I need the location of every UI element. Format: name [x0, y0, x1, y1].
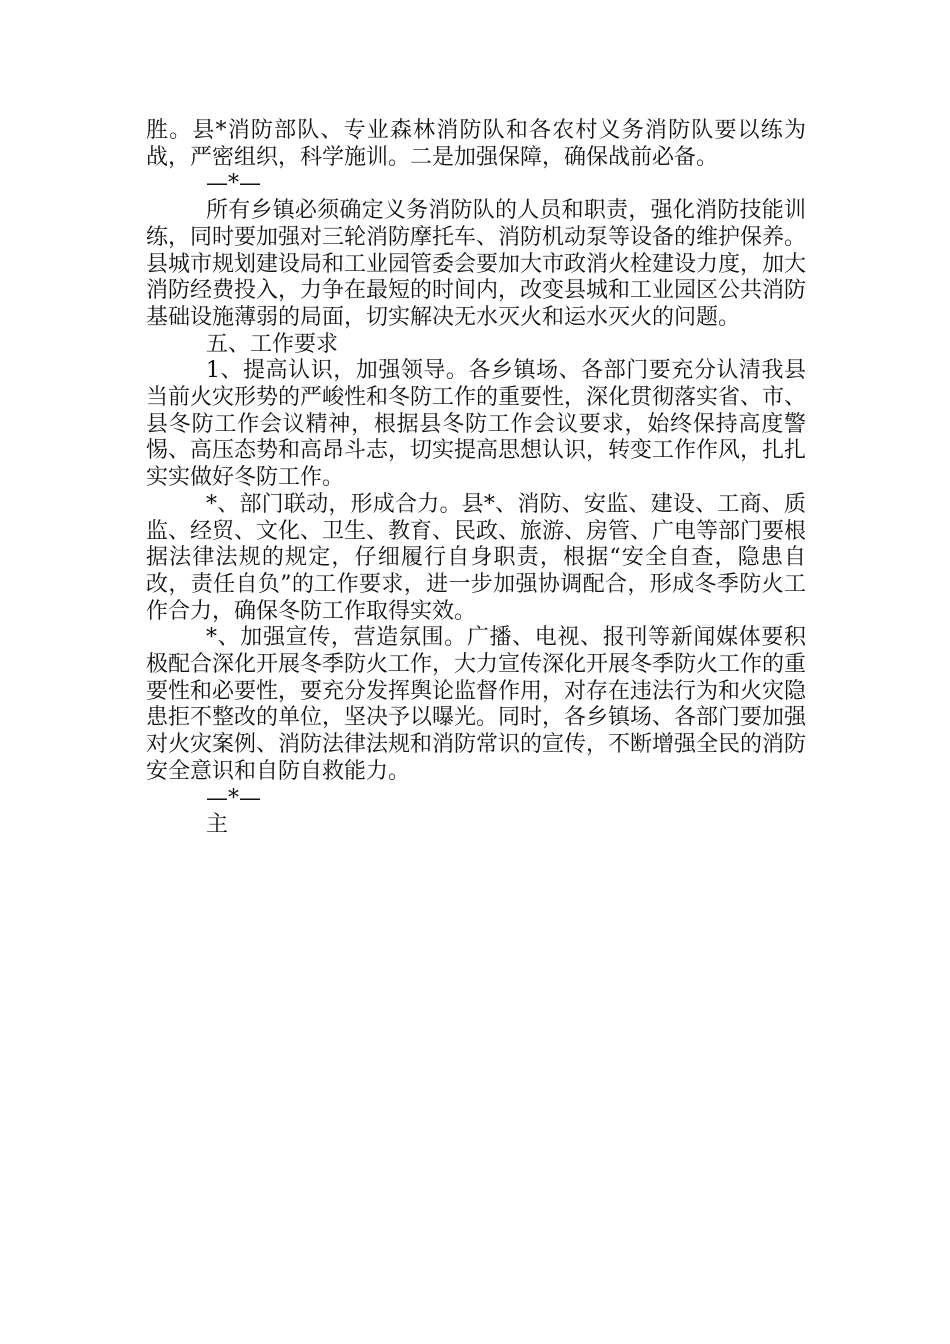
page-separator: —*— — [206, 785, 261, 811]
paragraph-requirement-2: *、部门联动，形成合力。县*、消防、安监、建设、工商、质监、经贸、文化、卫生、教育、民政、旅游、房管、广电等部门要根据法律法规的规定，仔细履行自身职责，根据“安全自查，隐患自改，责任自负”的工作要求，进一步加强协调配合，形成冬季防火工作合力，确保冬防工作取得实效。 — [146, 491, 807, 624]
page-separator: —*— — [206, 171, 261, 197]
paragraph-equipment: 所有乡镇必须确定义务消防队的人员和职责，强化消防技能训练，同时要加强对三轮消防摩托车、消防机动泵等设备的维护保养。县城市规划建设局和工业园管委会要加大市政消火栓建设力度，加大消防经费投入，力争在最短的时间内，改变县城和工业园区公共消防基础设施薄弱的局面，切实解决无水灭火和运水灭火的问题。 — [146, 198, 807, 330]
paragraph-continuation: 胜。县*消防部队、专业森林消防队和各农村义务消防队要以练为战，严密组织，科学施训。二是加强保障，确保战前必备。 — [146, 118, 806, 170]
paragraph-requirement-1: 1、提高认识，加强领导。各乡镇场、各部门要充分认清我县当前火灾形势的严峻性和冬防工作的重要性，深化贯彻落实省、市、县冬防工作会议精神，根据县冬防工作会议要求，始终保持高度警惕、高压态势和高昂斗志，切实提高思想认识，转变工作作风，扎扎实实做好冬防工作。 — [146, 358, 807, 491]
section-heading: 五、工作要求 — [206, 331, 339, 357]
document-page — [146, 118, 806, 839]
paragraph-trailing: 主 — [206, 812, 229, 838]
paragraph-requirement-3: *、加强宣传，营造氛围。广播、电视、报刊等新闻媒体要积极配合深化开展冬季防火工作，大力宣传深化开展冬季防火工作的重要性和必要性，要充分发挥舆论监督作用，对存在违法行为和火灾隐患拒不整改的单位，坚决予以曝光。同时，各乡镇场、各部门要加强对火灾案例、消防法律法规和消防常识的宣传，不断增强全民的消防安全意识和自防自救能力。 — [146, 625, 807, 784]
